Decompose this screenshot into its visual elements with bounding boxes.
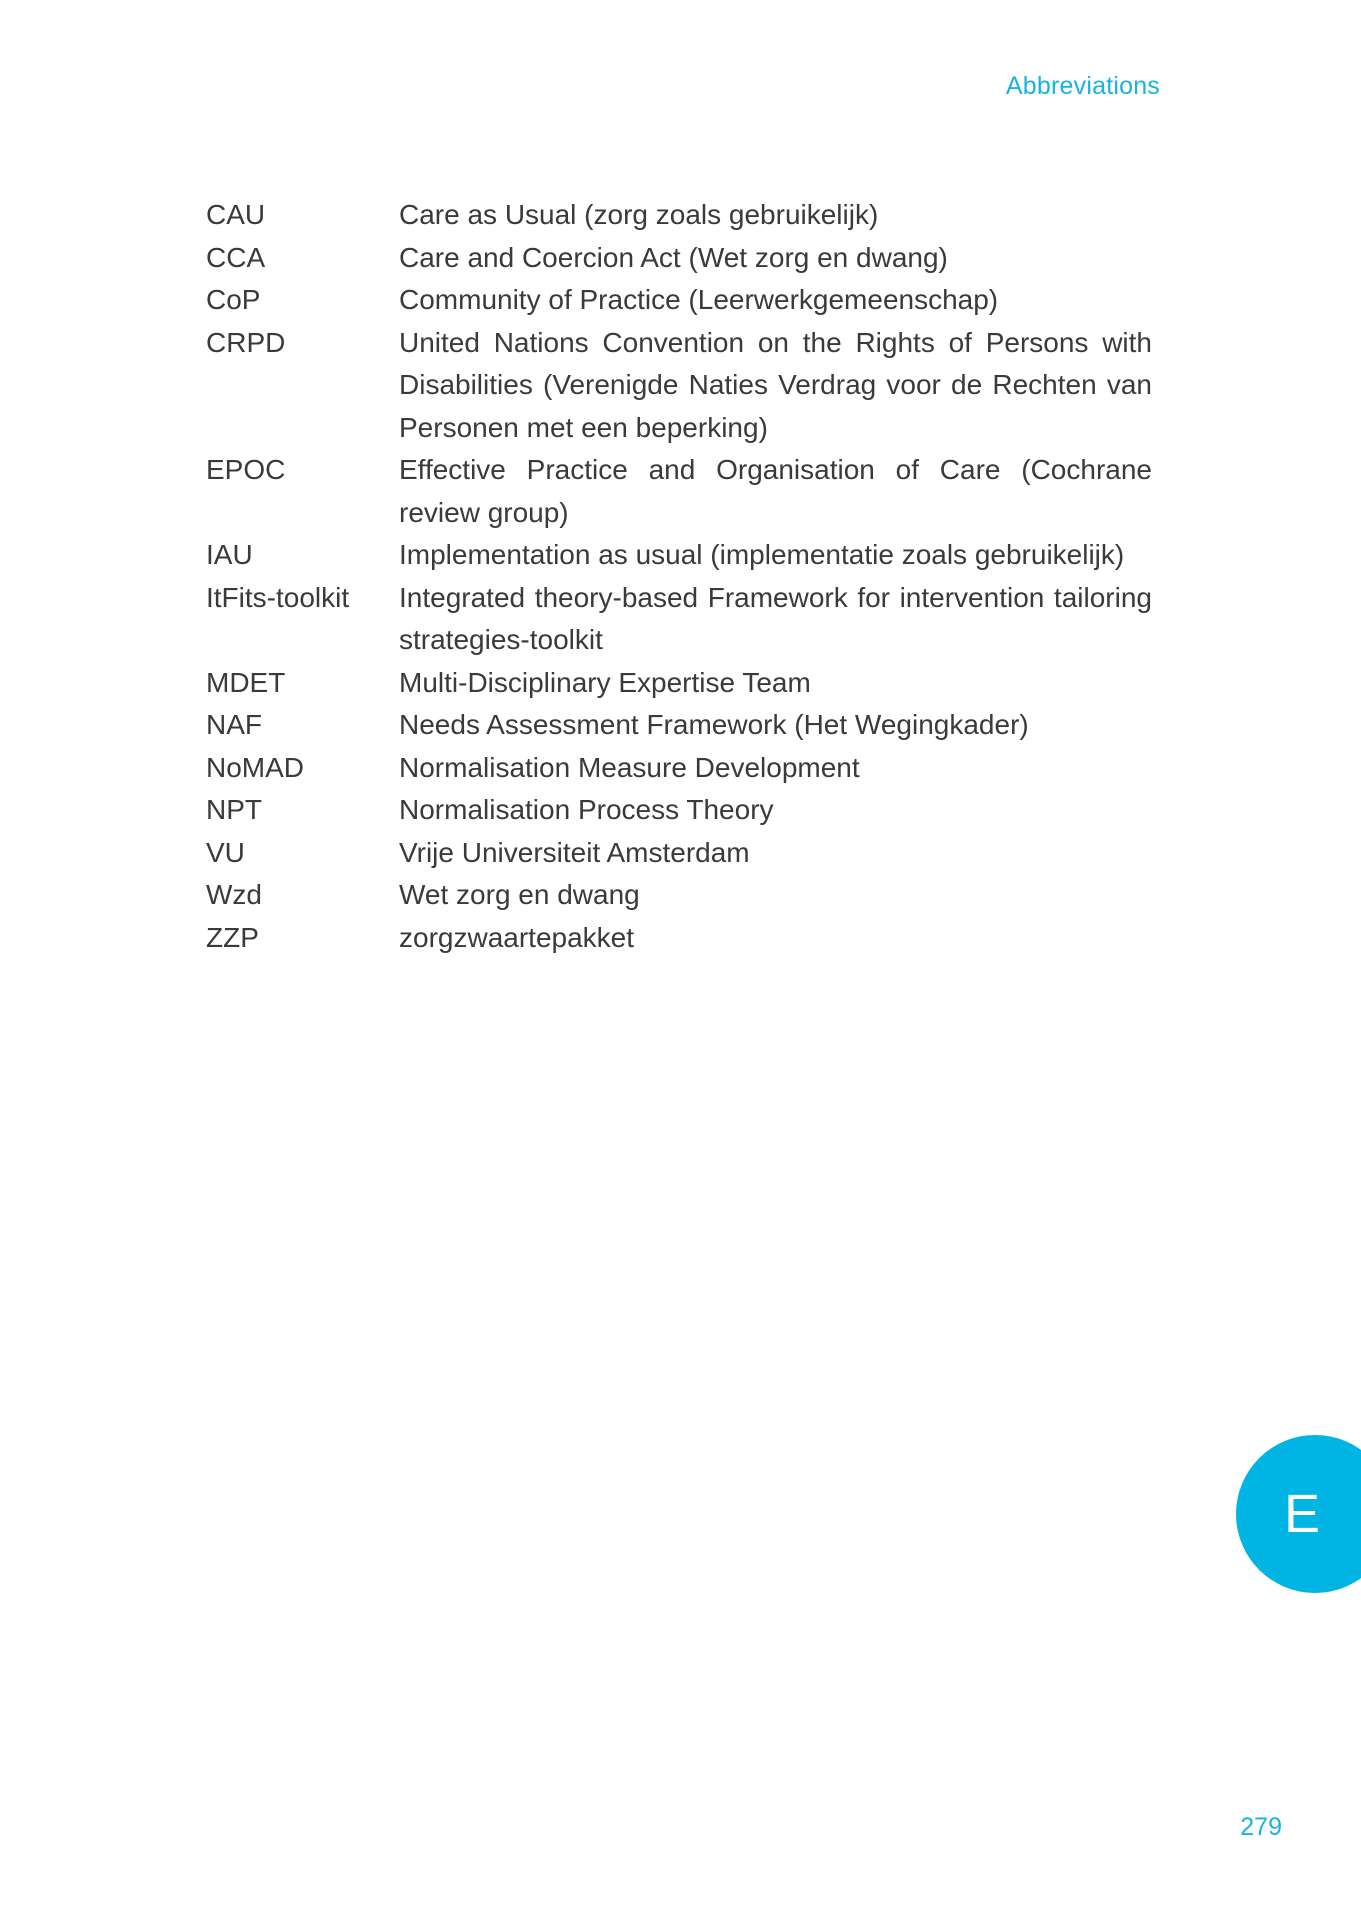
abbreviation-term: CAU [206,199,266,230]
abbreviation-definition: United Nations Convention on the Rights of Persons with Disabilities (Verenigde Naties Verdrag voor de Rechten van Personen met een beperking) [399,326,1152,443]
abbreviation-definition: Integrated theory-based Framework for intervention tailoring strategies-toolkit [399,581,1152,655]
abbreviation-entry [206,279,1152,322]
abbreviation-definition: Normalisation Process Theory [399,794,774,825]
abbreviation-term: EPOC [206,454,286,485]
abbreviation-entry [206,789,1152,832]
abbreviation-definition: zorgzwaartepakket [399,921,635,953]
abbreviation-definition: Care and Coercion Act (Wet zorg en dwang) [399,241,948,273]
abbreviation-definition: Implementation as usual (implementatie zoals gebruikelijk) [399,539,1125,570]
abbreviation-term: VU [206,836,245,868]
abbreviation-entry [206,534,1152,577]
abbreviation-term: NoMAD [206,751,305,783]
abbreviation-term: Wzd [206,879,262,910]
abbreviation-term: CRPD [206,326,286,358]
chapter-tab [1236,1435,1361,1593]
abbreviation-list [206,194,1152,959]
abbreviation-term: ZZP [206,921,259,953]
abbreviation-entry [206,704,1152,747]
abbreviation-definition: Effective Practice and Organisation of Care (Cochrane review group) [399,454,1152,528]
abbreviation-term: ItFits-toolkit [206,581,350,613]
abbreviation-definition: Community of Practice (Leerwerkgemeenschap) [399,284,999,315]
abbreviation-term: NAF [206,709,262,740]
abbreviation-entry [206,237,1152,280]
abbreviation-term: IAU [206,539,253,570]
abbreviation-entry [206,194,1152,237]
abbreviation-term: MDET [206,666,286,698]
page-number: 279 [1240,1813,1282,1841]
abbreviation-definition: Normalisation Measure Development [399,751,860,783]
abbreviation-term: CoP [206,284,261,315]
abbreviation-entry [206,577,1152,662]
abbreviation-definition: Needs Assessment Framework (Het Wegingkader) [399,709,1029,740]
abbreviation-entry [206,662,1152,705]
abbreviation-definition: Care as Usual (zorg zoals gebruikelijk) [399,199,879,230]
abbreviation-term: CCA [206,241,266,273]
abbreviation-entry [206,832,1152,875]
abbreviation-entry [206,322,1152,450]
chapter-letter: E [1283,1484,1321,1544]
abbreviation-entry [206,449,1152,534]
abbreviation-definition: Wet zorg en dwang [399,879,640,910]
running-header: Abbreviations [1005,72,1160,100]
abbreviation-entry [206,917,1152,960]
abbreviation-entry [206,747,1152,790]
abbreviation-definition: Multi-Disciplinary Expertise Team [399,666,811,698]
abbreviation-definition: Vrije Universiteit Amsterdam [399,836,750,868]
abbreviation-term: NPT [206,794,262,825]
abbreviation-entry [206,874,1152,917]
